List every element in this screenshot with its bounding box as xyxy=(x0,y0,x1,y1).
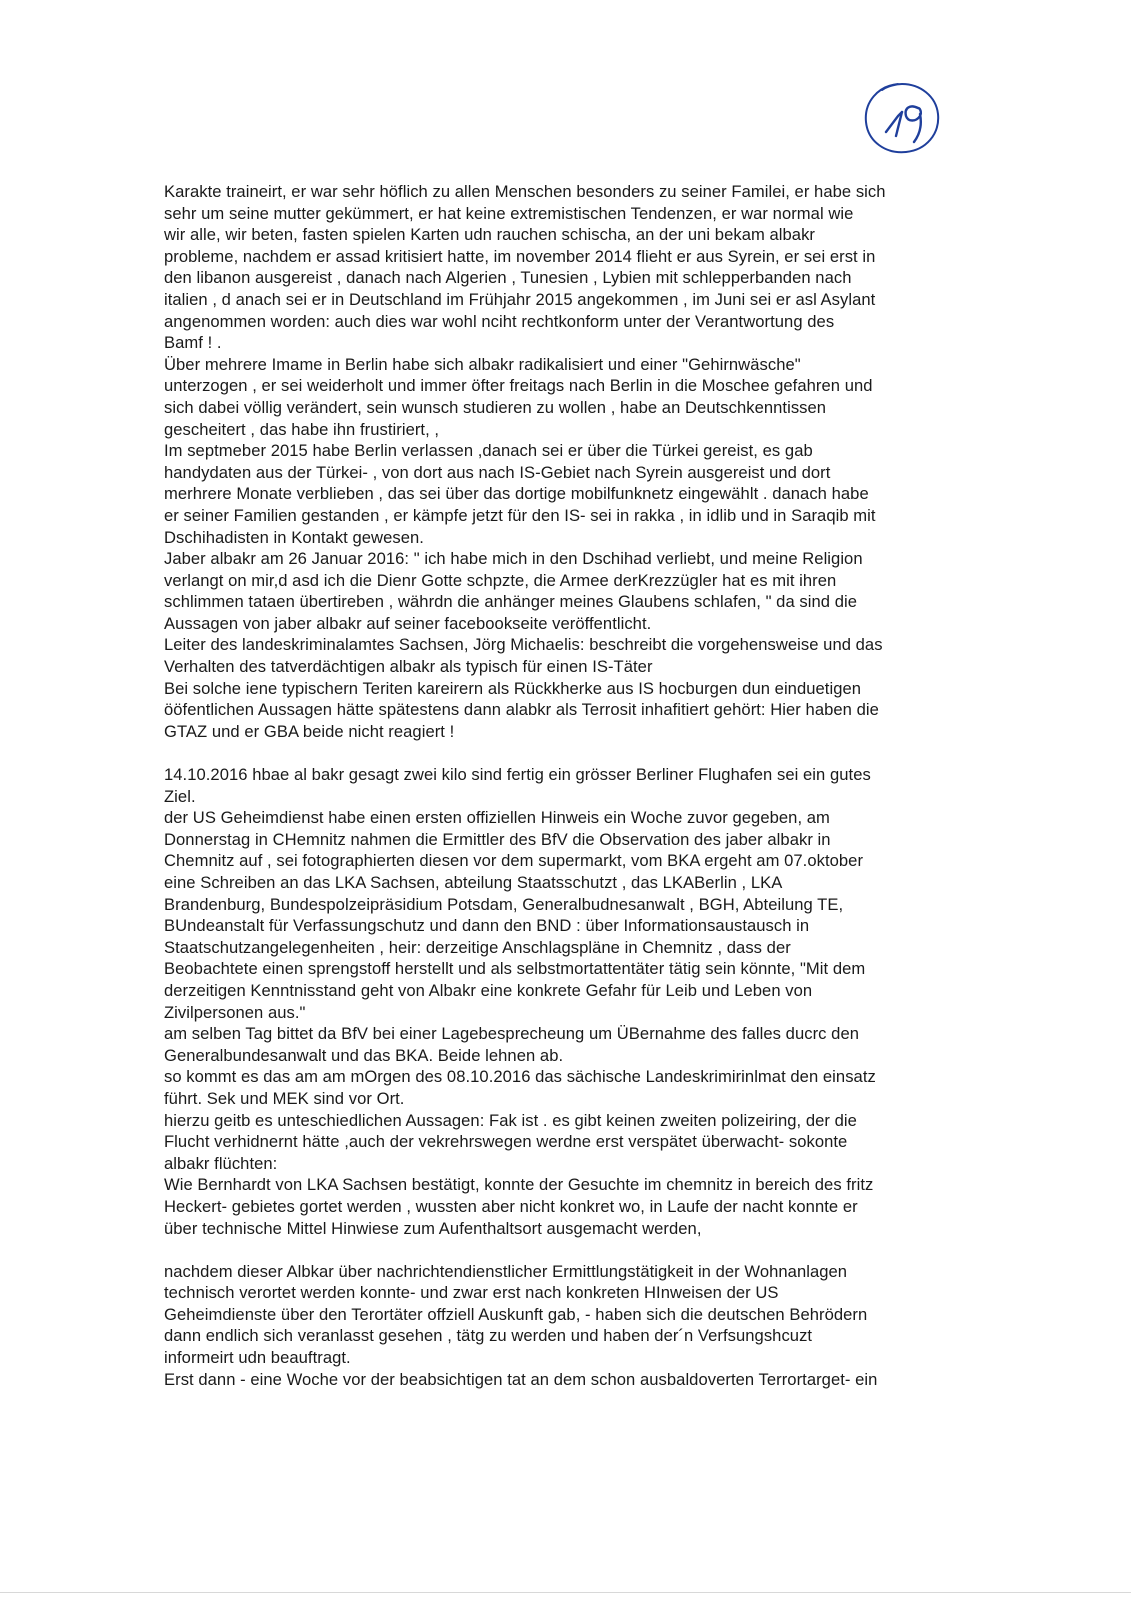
paragraph xyxy=(164,1174,1004,1239)
text-line: er seiner Familien gestanden , er kämpfe jetzt für den IS- sei in rakka , in idlib und in Saraqib mit xyxy=(164,505,876,525)
text-line: der US Geheimdienst habe einen ersten offiziellen Hinweis ein Woche zuvor gegeben, am xyxy=(164,808,830,828)
text-line: ööfentlichen Aussagen hätte spätestens dann alabkr als Terrosit inhafitiert gehört: Hier haben die xyxy=(164,700,879,720)
text-line: Staatschutzangelegenheiten , heir: derzeitige Anschlagspläne in Chemnitz , dass der xyxy=(164,937,791,957)
paragraph xyxy=(164,764,1004,807)
paragraph xyxy=(164,354,1004,440)
text-line: Zivilpersonen aus." xyxy=(164,1002,306,1022)
text-line: Wie Bernhardt von LKA Sachsen bestätigt, konnte der Gesuchte im chemnitz in bereich des fritz xyxy=(164,1175,874,1195)
text-line: sehr um seine mutter gekümmert, er hat keine extremistischen Tendenzen, er war normal wie xyxy=(164,203,854,223)
scan-edge-line xyxy=(0,1592,1131,1593)
text-line: Ziel. xyxy=(164,786,196,806)
text-line: Jaber albakr am 26 Januar 2016: " ich habe mich in den Dschihad verliebt, und meine Religion xyxy=(164,549,863,569)
paragraph xyxy=(164,440,1004,548)
text-line: derzeitigen Kenntnisstand geht von Albakr eine konkrete Gefahr für Leib und Leben von xyxy=(164,980,813,1000)
blank-line xyxy=(164,1239,1004,1261)
text-line: Chemnitz auf , sei fotographierten diesen vor dem supermarkt, vom BKA ergeht am 07.oktober xyxy=(164,851,864,871)
text-line: Im septmeber 2015 habe Berlin verlassen ,danach sei er über die Türkei gereist, es gab xyxy=(164,441,813,461)
text-line: wir alle, wir beten, fasten spielen Karten udn rauchen schischa, an der uni bekam albakr xyxy=(164,225,815,245)
text-line: Erst dann - eine Woche vor der beabsichtigen tat an dem schon ausbaldoverten Terrortarget- ein xyxy=(164,1369,878,1389)
text-line: GTAZ und er GBA beide nicht reagiert ! xyxy=(164,721,455,741)
document-body xyxy=(164,181,1004,1390)
text-line: Leiter des landeskriminalamtes Sachsen, Jörg Michaelis: beschreibt die vorgehensweise und das xyxy=(164,635,883,655)
text-line: BUndeanstalt für Verfassungschutz und dann den BND : über Informationsaustausch in xyxy=(164,916,810,936)
text-line: Beobachtete einen sprengstoff herstellt und als selbstmortattentäter tätig sein könnte, "Mit dem xyxy=(164,959,866,979)
paragraph xyxy=(164,678,1004,743)
paragraph xyxy=(164,1023,1004,1066)
paragraph xyxy=(164,1261,1004,1369)
text-line: verlangt on mir,d asd ich die Dienr Gotte schpzte, die Armee derKrezzügler hat es mit ihren xyxy=(164,570,837,590)
text-line: Bei solche iene typischern Teriten kareirern als Rückkherke aus IS hocburgen dun einduetigen xyxy=(164,678,862,698)
paragraph xyxy=(164,1066,1004,1109)
text-line: Brandenburg, Bundespolzeipräsidium Potsdam, Generalbudnesanwalt , BGH, Abteilung TE, xyxy=(164,894,844,914)
text-line: eine Schreiben an das LKA Sachsen, abteilung Staatsschutzt , das LKABerlin , LKA xyxy=(164,873,783,892)
handwritten-circle-icon xyxy=(858,78,946,160)
paragraph xyxy=(164,1369,1004,1391)
text-line: dann endlich sich veranlasst gesehen , tätg zu werden und haben der´n Verfsungshcuzt xyxy=(164,1326,813,1346)
text-line: schlimmen tataen übertireben , währdn die anhänger meines Glaubens schlafen, " da sind die xyxy=(164,592,857,612)
text-line: albakr flüchten: xyxy=(164,1153,278,1173)
text-line: über technische Mittel Hinwiese zum Aufenthaltsort ausgemacht werden, xyxy=(164,1218,702,1238)
paragraph xyxy=(164,634,1004,677)
paragraph xyxy=(164,807,1004,1023)
text-line: Flucht verhidnernt hätte ,auch der vekrehrswegen werdne erst verspätet überwacht- sokonte xyxy=(164,1132,848,1152)
text-line: Heckert- gebietes gortet werden , wussten aber nicht konkret wo, in Laufe der nacht konnte er xyxy=(164,1196,858,1216)
text-line: probleme, nachdem er assad kritisiert hatte, im november 2014 flieht er aus Syrein, er sei erst in xyxy=(164,246,876,266)
page-number-stamp xyxy=(858,78,946,160)
text-line: handydaten aus der Türkei- , von dort aus nach IS-Gebiet nach Syrein ausgereist und dort xyxy=(164,462,831,482)
paragraph xyxy=(164,548,1004,634)
text-line: Geheimdienste über den Terortäter offziell Auskunft gab, - haben sich die deutschen Behrödern xyxy=(164,1304,868,1324)
text-line: Bamf ! . xyxy=(164,333,222,353)
text-line: unterzogen , er sei weiderholt und immer öfter freitags nach Berlin in die Moschee gefahren und xyxy=(164,376,873,396)
text-line: Über mehrere Imame in Berlin habe sich albakr radikalisiert und einer "Gehirnwäsche" xyxy=(164,354,801,374)
text-line: technisch verortet werden konnte- und zwar erst nach konkreten HInweisen der US xyxy=(164,1283,779,1303)
text-line: merhrere Monate verblieben , das sei über das dortige mobilfunknetz eingewählt . danach habe xyxy=(164,484,869,504)
text-line: Aussagen von jaber albakr auf seiner facebookseite veröffentlicht. xyxy=(164,613,652,633)
text-line: gescheitert , das habe ihn frustiriert, , xyxy=(164,419,440,439)
text-line: so kommt es das am am mOrgen des 08.10.2016 das sächische Landeskrimirinlmat den einsatz xyxy=(164,1067,876,1087)
paragraph xyxy=(164,181,1004,354)
blank-line xyxy=(164,742,1004,764)
text-line: den libanon ausgereist , danach nach Algerien , Tunesien , Lybien mit schlepperbanden nach xyxy=(164,268,852,288)
text-line: nachdem dieser Albkar über nachrichtendienstlicher Ermittlungstätigkeit in der Wohnanlagen xyxy=(164,1261,848,1281)
text-line: Verhalten des tatverdächtigen albakr als typisch für einen IS-Täter xyxy=(164,657,653,677)
text-line: informeirt udn beauftragt. xyxy=(164,1348,351,1368)
text-line: am selben Tag bittet da BfV bei einer Lagebesprecheung um ÜBernahme des falles ducrc den xyxy=(164,1024,860,1044)
text-line: führt. Sek und MEK sind vor Ort. xyxy=(164,1088,405,1108)
text-line: 14.10.2016 hbae al bakr gesagt zwei kilo sind fertig ein grösser Berliner Flughafen sei ein gutes xyxy=(164,765,871,785)
text-line: Dschihadisten in Kontakt gewesen. xyxy=(164,527,424,547)
text-line: Karakte traineirt, er war sehr höflich zu allen Menschen besonders zu seiner Familei, er habe sich xyxy=(164,182,886,201)
text-line: Generalbundesanwalt und das BKA. Beide lehnen ab. xyxy=(164,1045,564,1065)
paragraph xyxy=(164,1110,1004,1175)
text-line: Donnerstag in CHemnitz nahmen die Ermittler des BfV die Observation des jaber albakr in xyxy=(164,829,831,849)
text-line: angenommen worden: auch dies war wohl nciht rechtkonform unter der Verantwortung des xyxy=(164,311,835,331)
text-line: sich dabei völlig verändert, sein wunsch studieren zu wollen , habe an Deutschkenntissen xyxy=(164,397,827,417)
text-line: italien , d anach sei er in Deutschland im Frühjahr 2015 angekommen , im Juni sei er asl Asylant xyxy=(164,289,876,309)
text-line: hierzu geitb es unteschiedlichen Aussagen: Fak ist . es gibt keinen zweiten polizeiring, der die xyxy=(164,1110,857,1130)
